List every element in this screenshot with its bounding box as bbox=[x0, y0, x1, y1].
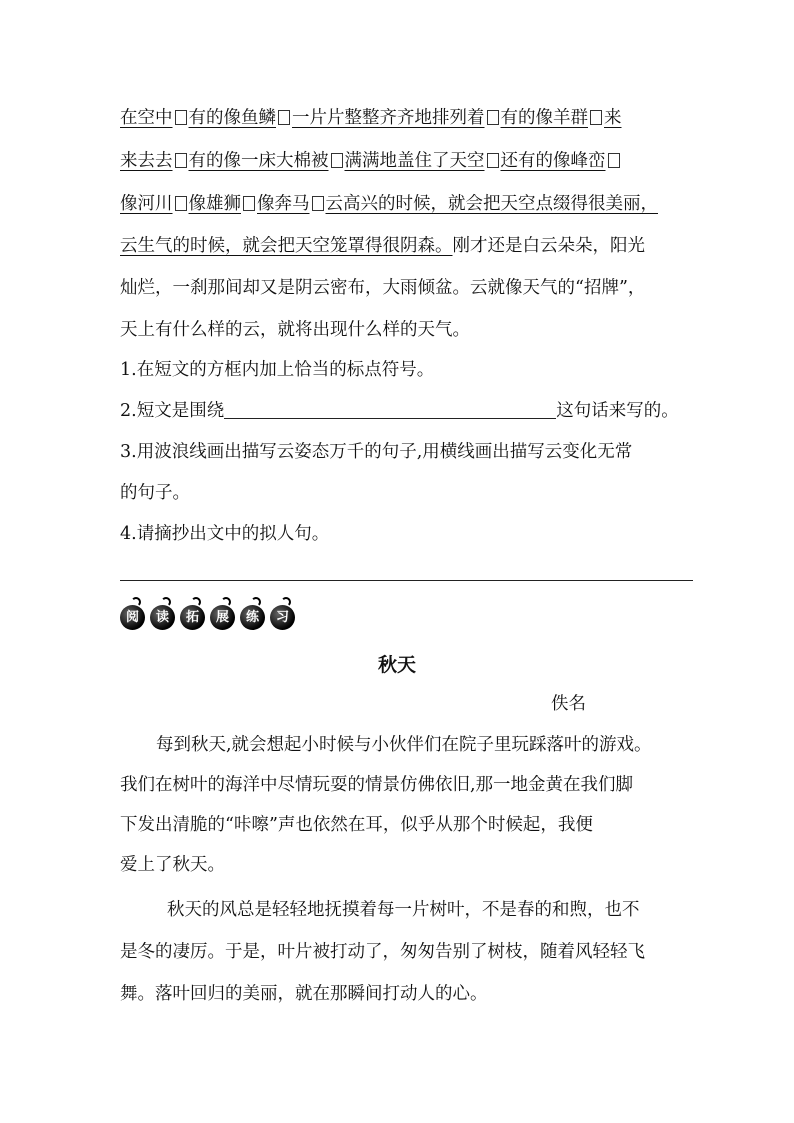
question-2: 2.短文是围绕 这句话来写的。 bbox=[120, 401, 679, 421]
question-3-line-1: 3.用波浪线画出描写云姿态万千的句子,用横线画出描写云变化无常 bbox=[120, 442, 633, 462]
punctuation-box[interactable] bbox=[331, 153, 343, 168]
passage-line-4: 云生气的时候，就会把天空笼罩得很阴森。刚才还是白云朵朵，阳光 bbox=[120, 236, 645, 256]
punctuation-box[interactable] bbox=[278, 110, 290, 125]
bomb-icon: 练 bbox=[240, 597, 267, 630]
paragraph-2-line-2: 是冬的凄厉。于是，叶片被打动了，匆匆告别了树枝，随着风轻轻飞 bbox=[120, 942, 645, 962]
punctuation-box[interactable] bbox=[590, 110, 602, 125]
punctuation-box[interactable] bbox=[175, 153, 187, 168]
punctuation-box[interactable] bbox=[608, 153, 620, 168]
paragraph-1-line-1: 每到秋天,就会想起小时候与小伙伴们在院子里玩踩落叶的游戏。 bbox=[156, 735, 652, 755]
bomb-icon: 习 bbox=[270, 597, 297, 630]
question-3-line-2: 的句子。 bbox=[120, 483, 190, 503]
punctuation-box[interactable] bbox=[312, 196, 324, 211]
bomb-icon: 拓 bbox=[180, 597, 207, 630]
paragraph-1-line-2: 我们在树叶的海洋中尽情玩耍的情景仿佛依旧,那一地金黄在我们脚 bbox=[120, 775, 634, 795]
punctuation-box[interactable] bbox=[487, 153, 499, 168]
paragraph-1-line-3: 下发出清脆的“咔嚓”声也依然在耳，似乎从那个时候起，我便 bbox=[120, 815, 593, 835]
passage-line-3: 像河川 像雄狮 像奔马 云高兴的时候，就会把天空点缀得很美丽， bbox=[120, 194, 658, 214]
answer-line[interactable] bbox=[120, 580, 693, 581]
article-author: 佚名 bbox=[551, 694, 586, 714]
punctuation-box[interactable] bbox=[175, 110, 187, 125]
paragraph-2-line-1: 秋天的风总是轻轻地抚摸着每一片树叶，不是春的和煦，也不 bbox=[167, 900, 640, 920]
bomb-icon: 读 bbox=[150, 597, 177, 630]
question-1: 1.在短文的方框内加上恰当的标点符号。 bbox=[120, 360, 435, 380]
paragraph-2-line-3: 舞。落叶回归的美丽，就在那瞬间打动人的心。 bbox=[120, 984, 488, 1004]
question-4: 4.请摘抄出文中的拟人句。 bbox=[120, 524, 330, 544]
section-banner bbox=[120, 597, 297, 630]
answer-blank[interactable] bbox=[224, 400, 556, 419]
passage-line-5: 灿烂，一刹那间却又是阴云密布，大雨倾盆。云就像天气的“招牌”， bbox=[120, 278, 646, 298]
punctuation-box[interactable] bbox=[487, 110, 499, 125]
article-title: 秋天 bbox=[377, 654, 416, 676]
passage-line-6: 天上有什么样的云，就将出现什么样的天气。 bbox=[120, 320, 470, 340]
bomb-icon: 展 bbox=[210, 597, 237, 630]
bomb-icon: 阅 bbox=[120, 597, 147, 630]
passage-line-2: 来去去 有的像一床大棉被 满满地盖住了天空 还有的像峰峦 bbox=[120, 149, 622, 173]
punctuation-box[interactable] bbox=[243, 196, 255, 211]
passage-line-1: 在空中 有的像鱼鳞 一片片整整齐齐地排列着 有的像羊群 来 bbox=[120, 108, 622, 128]
paragraph-1-line-4: 爱上了秋天。 bbox=[120, 855, 225, 875]
punctuation-box[interactable] bbox=[175, 196, 187, 211]
